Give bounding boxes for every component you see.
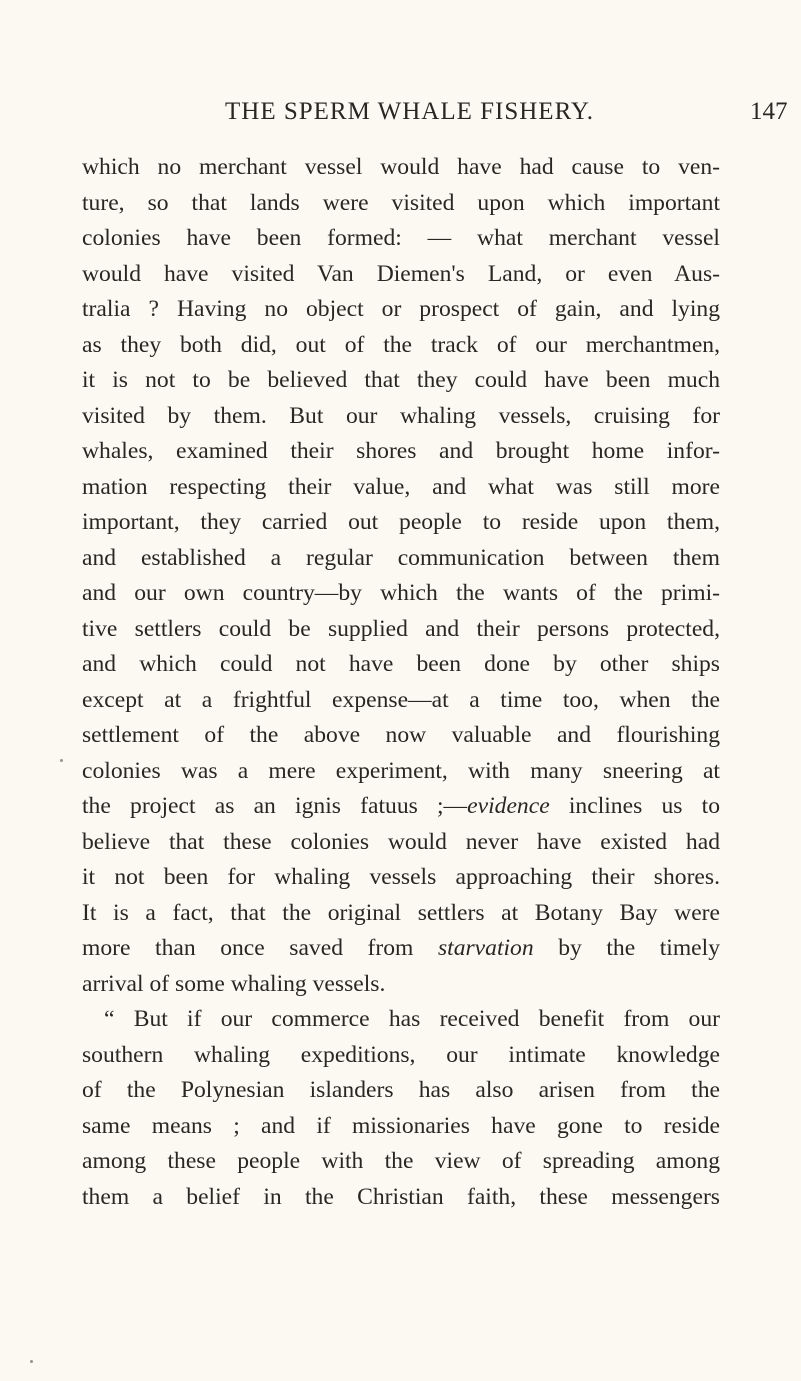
text-run: the project as an ignis fatuus ;— bbox=[82, 793, 468, 819]
text-line-with-italic bbox=[82, 931, 720, 967]
body-text bbox=[82, 150, 720, 1215]
text-line: colonies have been formed: — what merchant vessel bbox=[82, 225, 720, 251]
running-title: THE SPERM WHALE FISHERY. bbox=[225, 98, 594, 125]
text-line: it not been for whaling vessels approaching their shores. bbox=[82, 864, 720, 890]
text-line: and established a regular communication between them bbox=[82, 544, 720, 571]
text-line: and our own country—by which the wants of the primi- bbox=[82, 580, 720, 606]
page-number: 147 bbox=[750, 98, 788, 125]
paper-speck bbox=[60, 759, 63, 762]
running-header bbox=[0, 98, 801, 138]
paragraph-end-line: arrival of some whaling vessels. bbox=[82, 970, 386, 997]
text-line: visited by them. But our whaling vessels, cruising for bbox=[82, 402, 720, 429]
text-line: It is a fact, that the original settlers at Botany Bay were bbox=[82, 899, 720, 926]
text-line: whales, examined their shores and brought home infor- bbox=[82, 438, 720, 464]
text-line: same means ; and if missionaries have gone to reside bbox=[82, 1112, 720, 1139]
text-line: settlement of the above now valuable and flourishing bbox=[82, 722, 720, 748]
text-line: and which could not have been done by other ships bbox=[82, 651, 720, 677]
text-line: except at a frightful expense—at a time too, when the bbox=[82, 686, 720, 713]
text-line: as they both did, out of the track of our merchantmen, bbox=[82, 331, 720, 358]
text-line: ture, so that lands were visited upon which important bbox=[82, 189, 720, 216]
text-line: which no merchant vessel would have had cause to ven- bbox=[82, 154, 720, 180]
text-run: more than once saved from bbox=[82, 935, 438, 961]
paper-speck bbox=[30, 1360, 33, 1363]
text-line: important, they carried out people to reside upon them, bbox=[82, 509, 720, 535]
text-line-with-italic bbox=[82, 789, 720, 825]
paragraph-start-line: “ But if our commerce has received benefit from our bbox=[104, 1006, 720, 1032]
text-line: of the Polynesian islanders has also arisen from the bbox=[82, 1077, 720, 1103]
text-line: tralia ? Having no object or prospect of gain, and lying bbox=[82, 296, 720, 322]
text-line: southern whaling expeditions, our intimate knowledge bbox=[82, 1041, 720, 1068]
italic-word-starvation: starvation bbox=[437, 935, 534, 961]
text-line: believe that these colonies would never have existed had bbox=[82, 828, 720, 855]
text-line: tive settlers could be supplied and their persons protected, bbox=[82, 615, 720, 642]
italic-word-evidence: evidence bbox=[467, 793, 550, 819]
text-line: would have visited Van Diemen's Land, or even Aus- bbox=[82, 260, 720, 287]
text-run: by the timely bbox=[533, 935, 720, 961]
text-line: it is not to be believed that they could have been much bbox=[82, 367, 720, 393]
text-line: mation respecting their value, and what was still more bbox=[82, 473, 720, 500]
text-line: among these people with the view of spreading among bbox=[82, 1148, 720, 1174]
text-line: colonies was a mere experiment, with many sneering at bbox=[82, 757, 720, 784]
text-run: inclines us to bbox=[549, 793, 720, 819]
text-line: them a belief in the Christian faith, these messengers bbox=[82, 1183, 720, 1210]
